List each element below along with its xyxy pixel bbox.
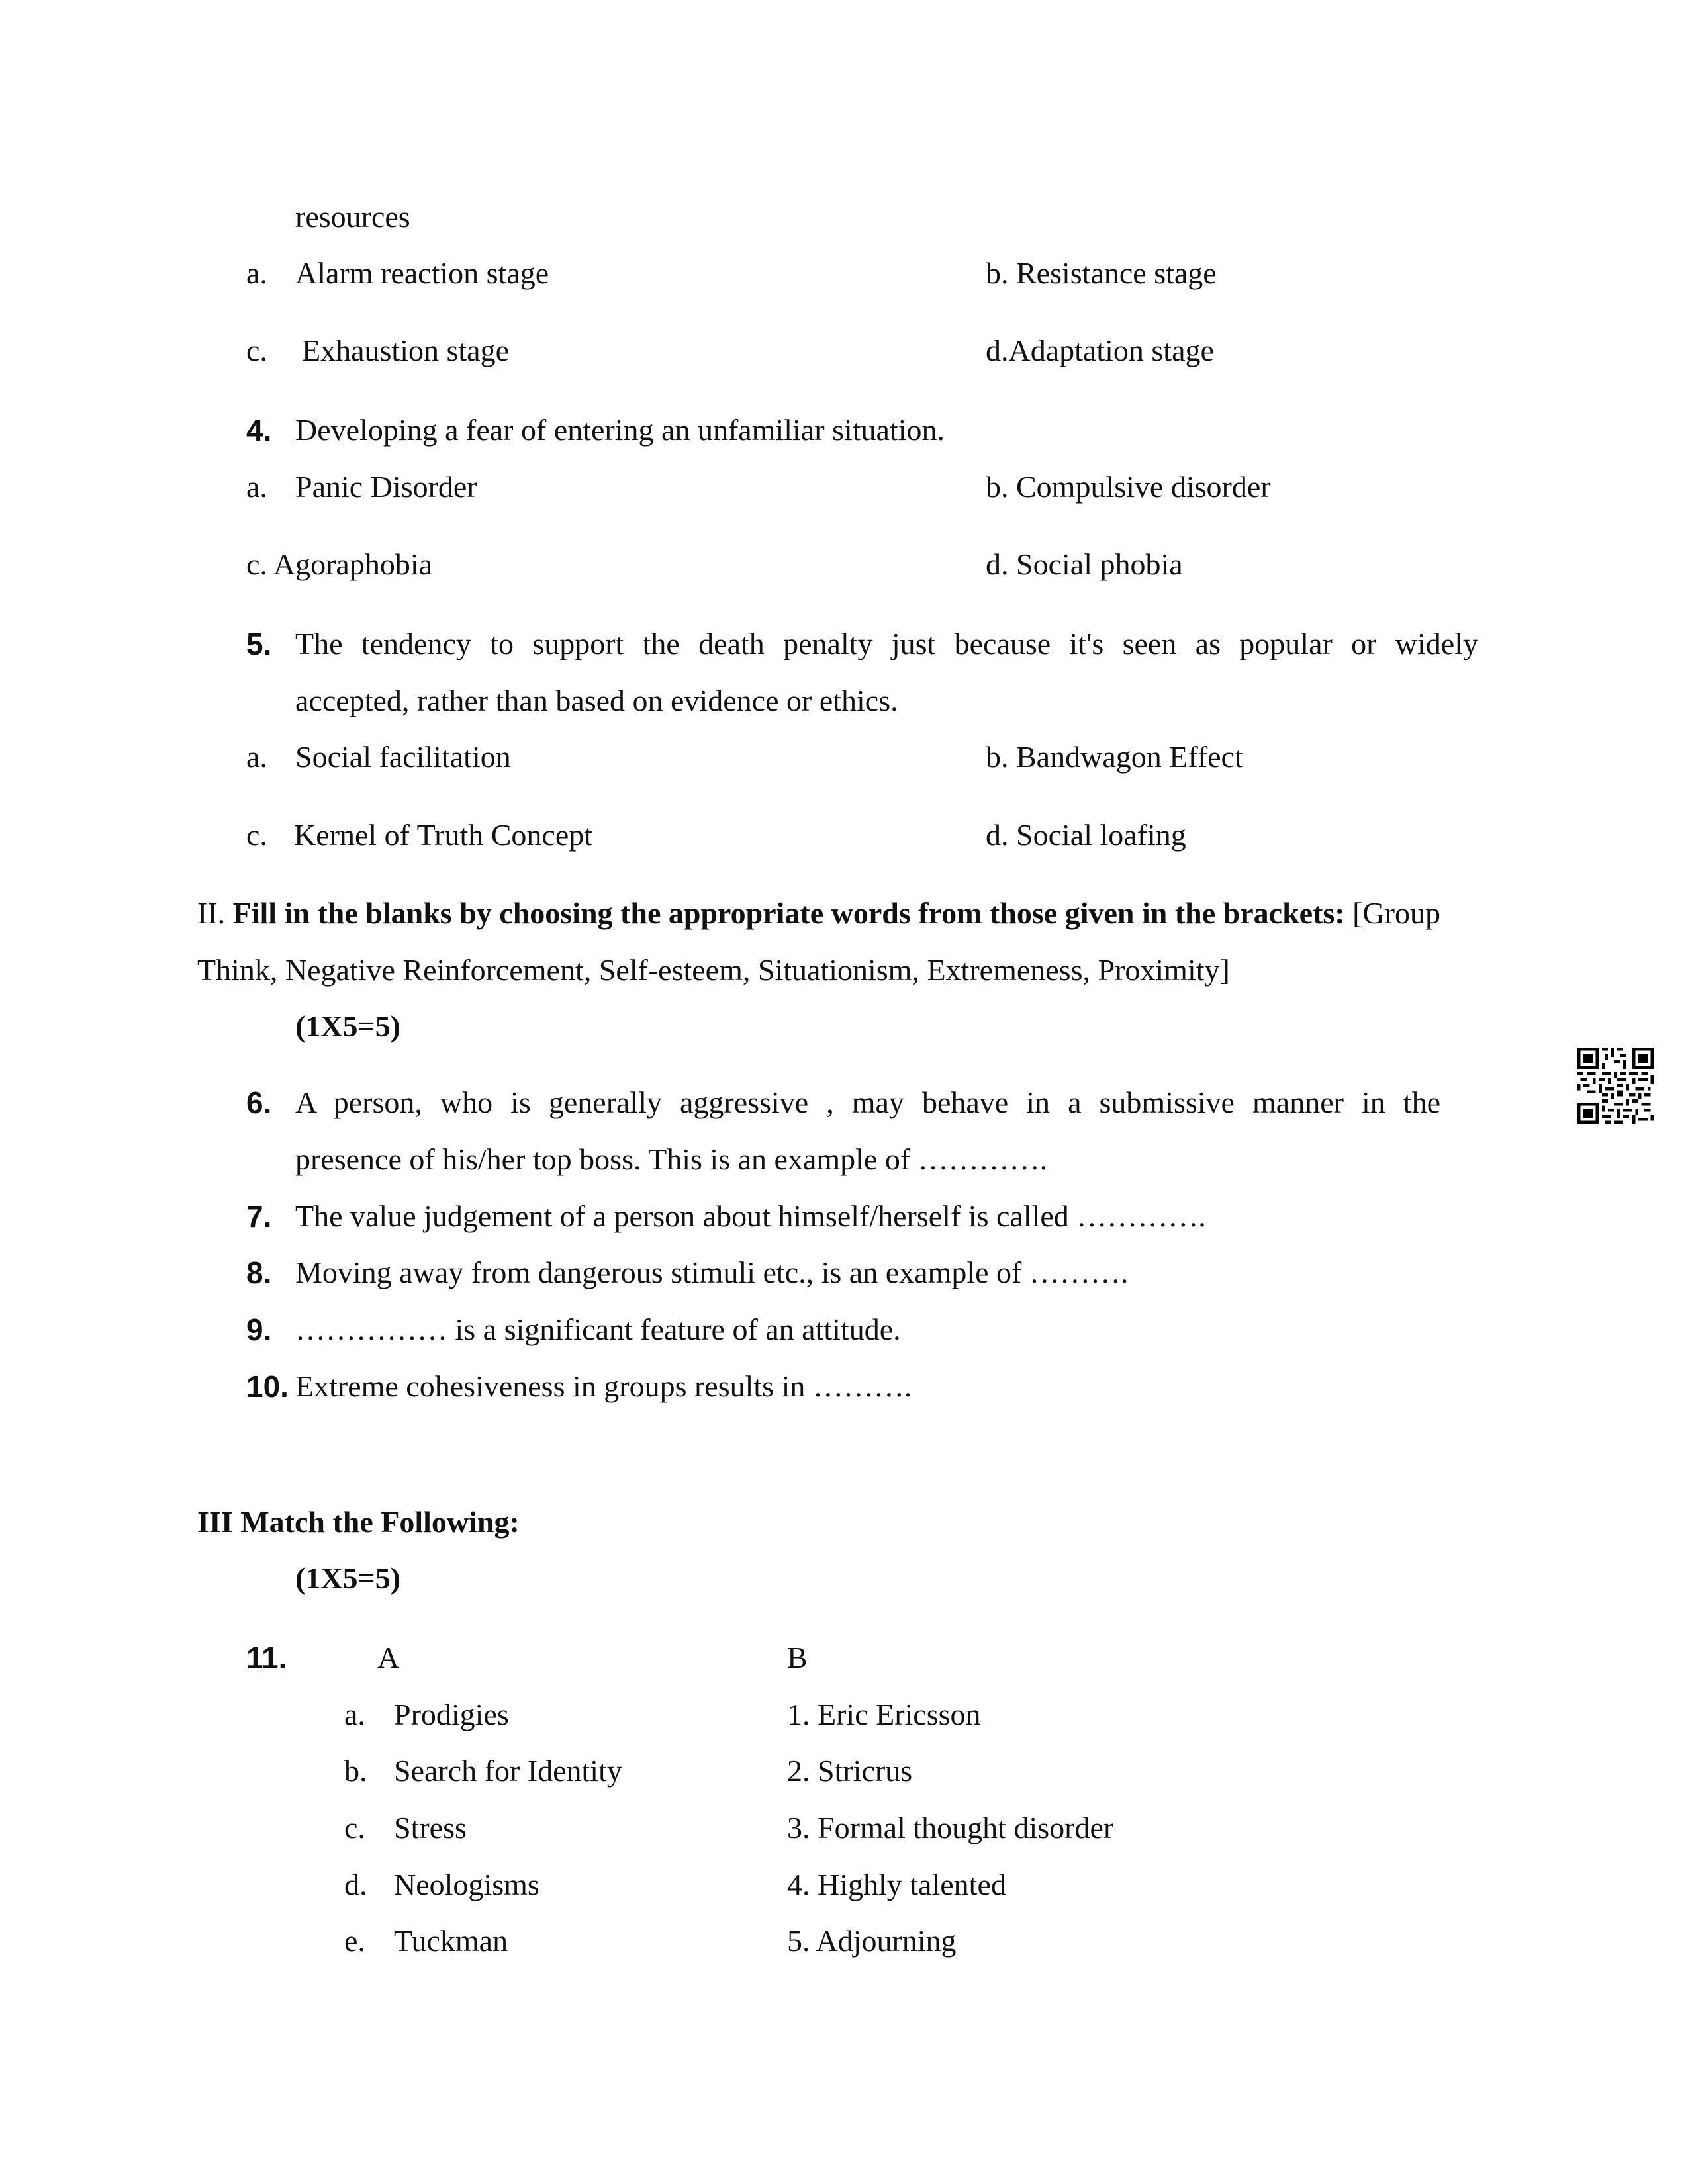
q11-number: 11. [246, 1641, 287, 1675]
match-row-b: 2. Stricrus [787, 1754, 913, 1788]
q5-option-a-letter: a. [246, 740, 267, 774]
q4-option-b: b. Compulsive disorder [986, 470, 1271, 504]
match-row-letter: a. [344, 1698, 365, 1731]
section2-heading: Fill in the blanks by choosing the appropriate words from those given in the brackets: [232, 896, 1345, 930]
q10-text: Extreme cohesiveness in groups results in ………. [295, 1369, 912, 1403]
section3-heading: III Match the Following: [197, 1505, 520, 1539]
section2-bracket-start: [Group [1352, 896, 1440, 930]
match-row-a: Stress [394, 1811, 467, 1844]
q4-number: 4. [246, 413, 272, 447]
match-row-a: Search for Identity [394, 1754, 622, 1788]
q7-number: 7. [246, 1199, 272, 1234]
q4-option-a-letter: a. [246, 470, 267, 504]
q3-option-d: d.Adaptation stage [986, 334, 1214, 367]
q5-option-c-letter: c. [246, 818, 267, 852]
q5-text-line1: The tendency to support the death penalty just because it's seen as popular or widely [295, 627, 1478, 660]
q3-text-continuation: resources [295, 200, 410, 234]
column-a-header: A [377, 1641, 400, 1674]
q3-option-a: Alarm reaction stage [295, 256, 549, 290]
match-row-letter: b. [344, 1754, 367, 1788]
qr-code-icon[interactable] [1577, 1048, 1654, 1124]
match-row-b: 3. Formal thought disorder [787, 1811, 1114, 1844]
match-row-letter: d. [344, 1868, 367, 1901]
section3-marks: (1X5=5) [295, 1561, 401, 1595]
match-row-b: 5. Adjourning [787, 1924, 957, 1958]
match-row-b: 4. Highly talented [787, 1868, 1006, 1901]
q8-text: Moving away from dangerous stimuli etc., is an example of ………. [295, 1255, 1129, 1289]
q5-text-line2: accepted, rather than based on evidence or ethics. [295, 684, 898, 717]
match-row-b: 1. Eric Ericsson [787, 1698, 981, 1731]
q3-option-c-letter: c. [246, 334, 267, 367]
section2-word-list: Think, Negative Reinforcement, Self-esteem, Situationism, Extremeness, Proximity] [197, 953, 1230, 987]
q5-option-d: d. Social loafing [986, 818, 1186, 852]
section2-prefix: II. [197, 896, 226, 930]
match-row-a: Tuckman [394, 1924, 508, 1958]
q9-text: …………… is a significant feature of an attitude. [295, 1312, 901, 1346]
q3-option-b: b. Resistance stage [986, 256, 1217, 290]
q4-text: Developing a fear of entering an unfamiliar situation. [295, 413, 945, 447]
q9-number: 9. [246, 1312, 272, 1347]
q5-option-b: b. Bandwagon Effect [986, 740, 1243, 774]
q3-option-a-letter: a. [246, 256, 267, 290]
q8-number: 8. [246, 1255, 272, 1290]
q3-option-c: Exhaustion stage [302, 334, 509, 367]
q7-text: The value judgement of a person about himself/herself is called …………. [295, 1199, 1206, 1233]
section2-marks: (1X5=5) [295, 1009, 401, 1043]
q6-text-line1: A person, who is generally aggressive , may behave in a submissive manner in the [295, 1085, 1440, 1119]
q4-option-c: c. Agoraphobia [246, 547, 433, 581]
q6-number: 6. [246, 1085, 272, 1120]
q5-option-c: Kernel of Truth Concept [294, 818, 593, 852]
q4-option-d: d. Social phobia [986, 547, 1183, 581]
match-row-a: Prodigies [394, 1698, 509, 1731]
q10-number: 10. [246, 1369, 289, 1404]
q5-number: 5. [246, 627, 272, 661]
match-row-a: Neologisms [394, 1868, 539, 1901]
q5-option-a: Social facilitation [295, 740, 511, 774]
match-row-letter: c. [344, 1811, 365, 1844]
q4-option-a: Panic Disorder [295, 470, 477, 504]
match-row-letter: e. [344, 1924, 365, 1958]
q6-text-line2: presence of his/her top boss. This is an example of …………. [295, 1142, 1048, 1176]
section2-heading-line [197, 898, 1440, 929]
column-b-header: B [787, 1641, 808, 1674]
